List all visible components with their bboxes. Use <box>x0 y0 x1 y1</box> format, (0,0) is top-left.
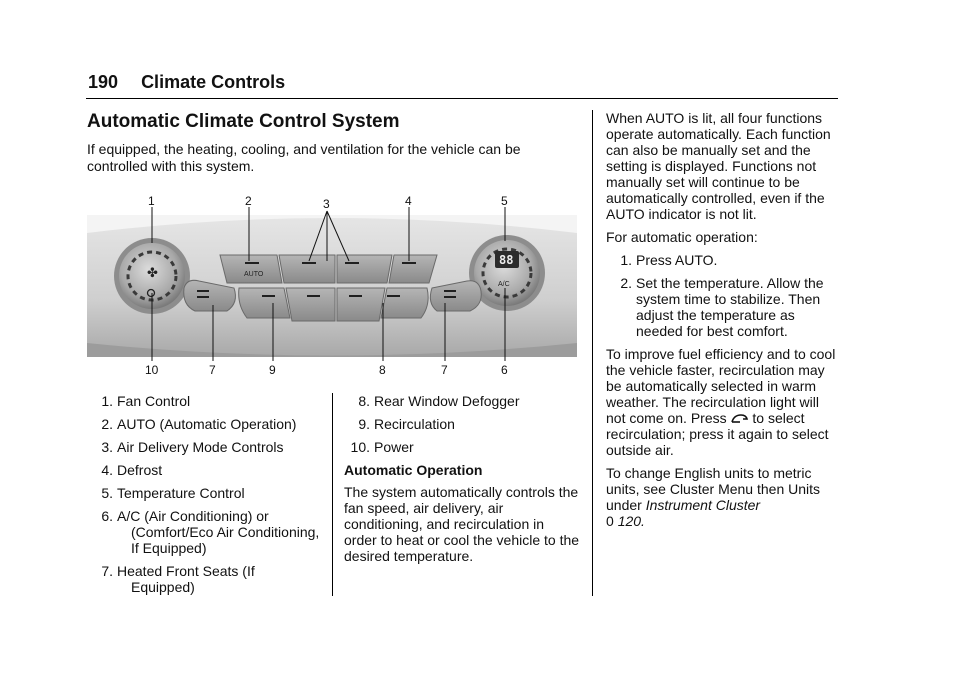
recirculation-icon <box>731 413 749 425</box>
legend-list-left <box>87 393 327 602</box>
page-ref[interactable]: 120. <box>617 513 645 529</box>
automatic-operation-intro: For automatic operation: <box>606 229 758 245</box>
list-item: 2. Set the temperature. Allow the system time to stabilize. Then adjust the temperature as needed for best comfort. <box>620 275 824 339</box>
fuel-efficiency-paragraph: To improve fuel efficiency and to cool the vehicle faster, recirculation may be automatically selected in warm weather. The recirculation light will not come on. Press to select recirculation; press it again to select outside air. <box>606 346 836 458</box>
section-title: Climate Controls <box>141 72 286 92</box>
callout-2: 2 <box>245 194 252 208</box>
list-item: 9. Recirculation <box>358 416 455 432</box>
climate-control-figure <box>87 193 577 378</box>
callout-10: 10 <box>145 363 159 377</box>
callout-4: 4 <box>405 194 412 208</box>
callout-5: 5 <box>501 194 508 208</box>
page-header <box>88 72 285 93</box>
page-number: 190 <box>88 72 119 92</box>
callout-9: 9 <box>269 363 276 377</box>
callout-1: 1 <box>148 194 155 208</box>
callout-7b: 7 <box>441 363 448 377</box>
page-ref-icon: 0 <box>606 513 614 529</box>
auto-lit-paragraph: When AUTO is lit, all four functions operate automatically. Each function can also be manually set and the setting is displayed. Functions not manually set will continue to be automatically controlled, even if the AUTO indicator is not lit. <box>606 110 831 222</box>
list-item: 4. Defrost <box>101 462 163 478</box>
list-item: 6. A/C (Air Conditioning) or (Comfort/Eco Air Conditioning, If Equipped) <box>101 508 320 556</box>
page-title: Automatic Climate Control System <box>87 111 400 132</box>
legend-list-right <box>344 393 580 455</box>
list-item: 5. Temperature Control <box>101 485 245 501</box>
instrument-cluster-link[interactable]: Instrument Cluster <box>645 497 761 513</box>
callout-3: 3 <box>323 197 330 211</box>
automatic-operation-body: The system automatically controls the fan speed, air delivery, air conditioning, and recirculation in order to heat or cool the vehicle to the desired temperature. <box>344 484 580 564</box>
list-item: 8. Rear Window Defogger <box>358 393 520 409</box>
intro-paragraph: If equipped, the heating, cooling, and ventilation for the vehicle can be controlled with this system. <box>87 141 521 174</box>
list-item: 2. AUTO (Automatic Operation) <box>101 416 297 432</box>
callout-7a: 7 <box>209 363 216 377</box>
automatic-operation-heading: Automatic Operation <box>344 462 483 478</box>
callout-6: 6 <box>501 363 508 377</box>
right-column <box>606 110 842 536</box>
list-item: 10. Power <box>350 439 414 455</box>
fan-icon: ✤ <box>147 266 158 281</box>
column-divider-right <box>592 110 593 596</box>
units-paragraph: To change English units to metric units, see Cluster Menu then Units under Instrument Cluster 0 120. <box>606 465 821 529</box>
column-divider <box>332 393 333 596</box>
callout-8: 8 <box>379 363 386 377</box>
list-item: 3. Air Delivery Mode Controls <box>101 439 284 455</box>
middle-column <box>344 393 580 564</box>
list-item: 1. Fan Control <box>101 393 191 409</box>
upper-button-row <box>220 255 437 283</box>
header-rule <box>86 98 838 99</box>
list-item: 7. Heated Front Seats (If Equipped) <box>101 563 255 595</box>
auto-button-label: AUTO <box>244 271 264 278</box>
ac-label: A/C <box>498 281 510 288</box>
list-item: 1. Press AUTO. <box>620 252 718 268</box>
temperature-display: 88 <box>499 253 514 267</box>
automatic-operation-steps <box>606 252 842 339</box>
